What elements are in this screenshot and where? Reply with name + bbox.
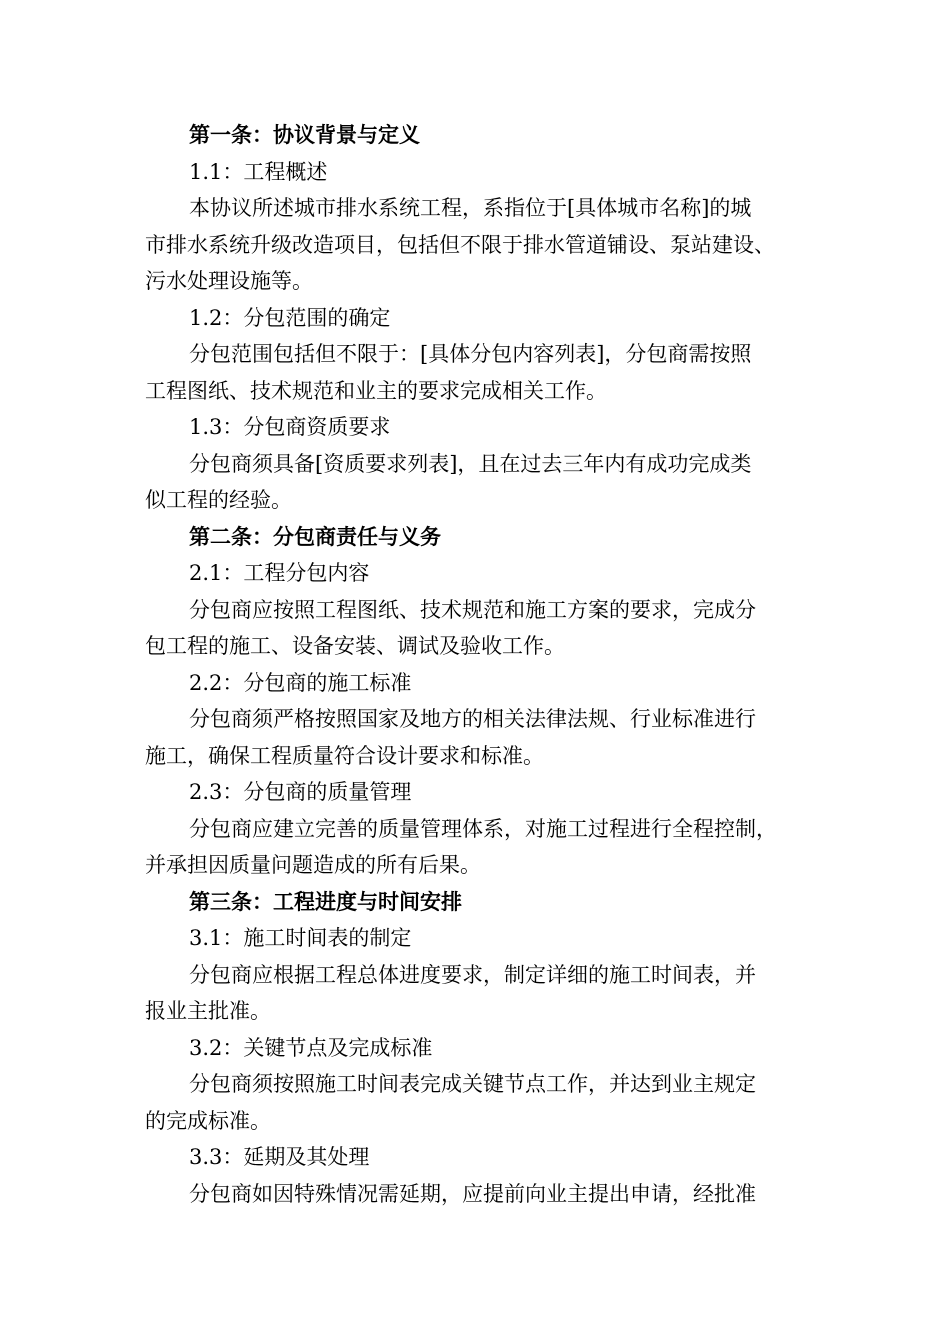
section-3-3-heading: 3.3：延期及其处理 — [189, 1145, 370, 1169]
paragraph-line: 施工，确保工程质量符合设计要求和标准。 — [145, 743, 544, 768]
paragraph-line: 分包范围包括但不限于：[具体分包内容列表]，分包商需按照 — [189, 342, 752, 366]
paragraph-line: 市排水系统升级改造项目，包括但不限于排水管道铺设、泵站建设、 — [145, 232, 775, 257]
article-1-heading: 第一条：协议背景与定义 — [189, 122, 420, 147]
paragraph-line: 分包商应根据工程总体进度要求，制定详细的施工时间表，并 — [189, 962, 756, 987]
section-1-2-heading: 1.2：分包范围的确定 — [189, 305, 391, 330]
paragraph-line: 的完成标准。 — [145, 1108, 271, 1133]
section-2-2-heading: 2.2：分包商的施工标准 — [189, 670, 412, 695]
section-3-2-heading: 3.2：关键节点及完成标准 — [189, 1035, 433, 1060]
paragraph-line: 分包商如因特殊情况需延期，应提前向业主提出申请，经批准 — [189, 1181, 756, 1206]
paragraph-line: 工程图纸、技术规范和业主的要求完成相关工作。 — [145, 378, 607, 403]
paragraph-line: 分包商须具备[资质要求列表]，且在过去三年内有成功完成类 — [189, 451, 752, 476]
section-2-3-heading: 2.3：分包商的质量管理 — [189, 780, 412, 804]
paragraph-line: 并承担因质量问题造成的所有后果。 — [145, 853, 481, 877]
article-3-heading: 第三条：工程进度与时间安排 — [189, 888, 462, 914]
article-2-heading: 第二条：分包商责任与义务 — [189, 523, 441, 549]
paragraph-line: 包工程的施工、设备安装、调试及验收工作。 — [145, 634, 565, 658]
section-3-1-heading: 3.1：施工时间表的制定 — [189, 926, 412, 950]
paragraph-line: 分包商须严格按照国家及地方的相关法律法规、行业标准进行 — [189, 707, 756, 731]
paragraph-line: 分包商应按照工程图纸、技术规范和施工方案的要求，完成分 — [189, 597, 756, 622]
paragraph-line: 污水处理设施等。 — [145, 269, 313, 293]
section-1-1-heading: 1.1：工程概述 — [189, 159, 328, 184]
document-page — [145, 117, 825, 1212]
paragraph-line: 似工程的经验。 — [145, 488, 292, 512]
paragraph-line: 本协议所述城市排水系统工程，系指位于[具体城市名称]的城 — [189, 196, 752, 220]
section-1-3-heading: 1.3：分包商资质要求 — [189, 415, 391, 439]
section-2-1-heading: 2.1：工程分包内容 — [189, 561, 370, 585]
paragraph-line: 分包商须按照施工时间表完成关键节点工作，并达到业主规定 — [189, 1072, 756, 1096]
paragraph-line: 分包商应建立完善的质量管理体系，对施工过程进行全程控制， — [189, 816, 777, 841]
paragraph-line: 报业主批准。 — [145, 999, 271, 1023]
